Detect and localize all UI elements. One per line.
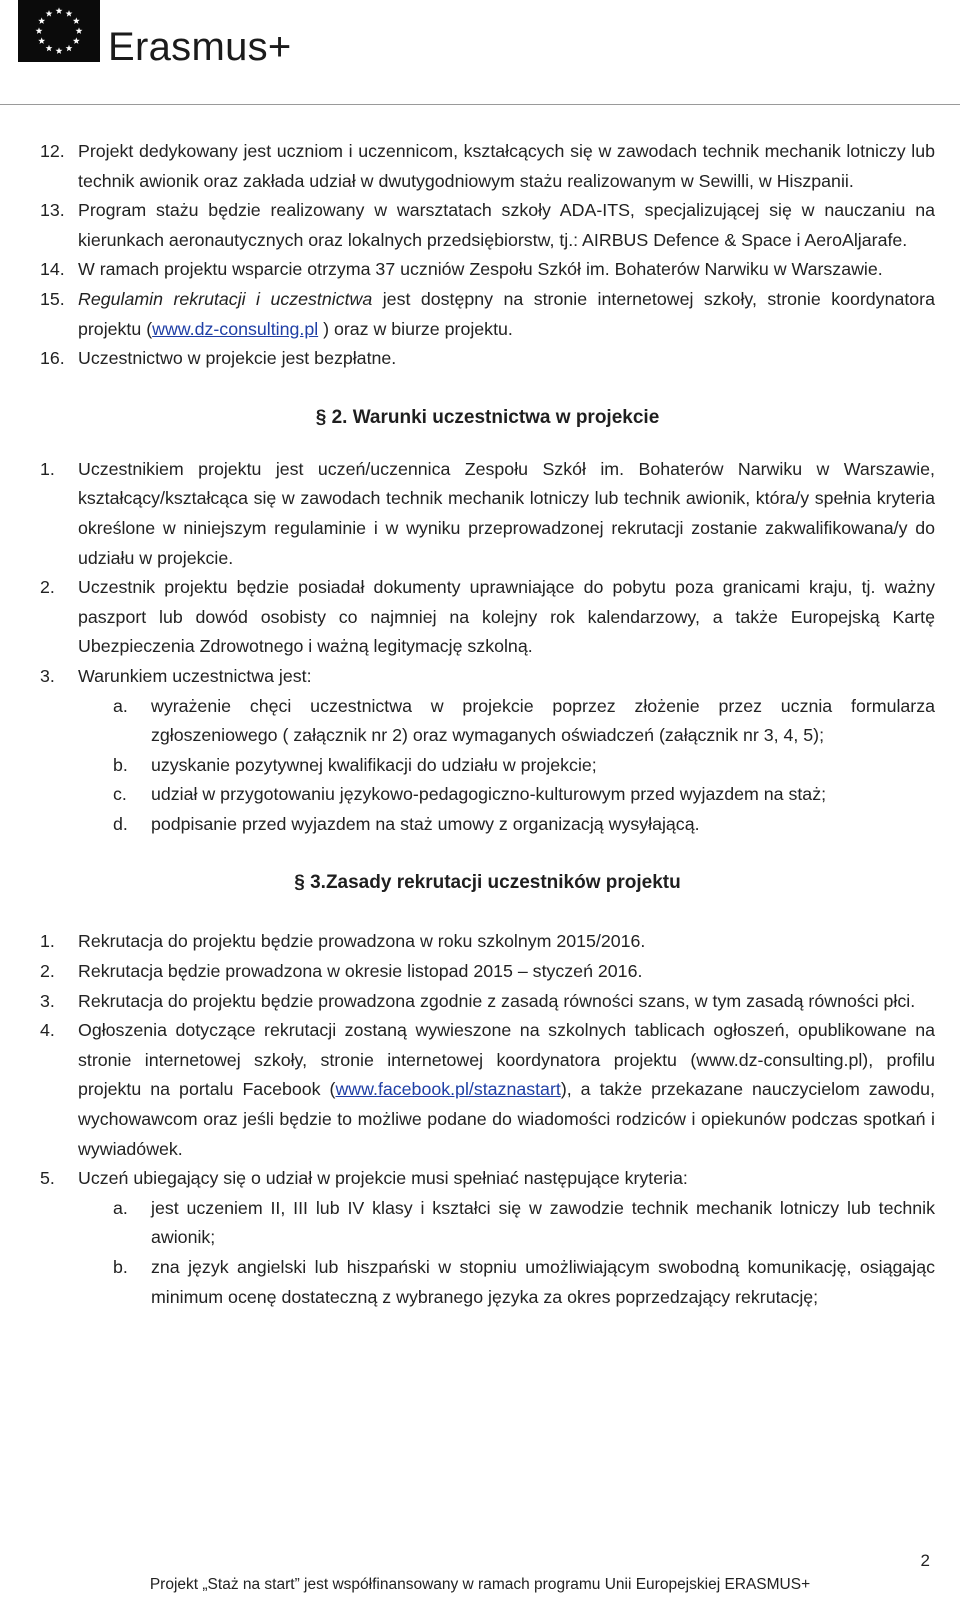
sub-list-text: zna język angielski lub hiszpański w stopniu umożliwiającym swobodną komunikację, osiągając minimum ocenę dostateczną z wybranego języka za okres poprzedzający rekrutację; [151, 1257, 935, 1307]
sub-list-text: uzyskanie pozytywnej kwalifikacji do udziału w projekcie; [151, 754, 597, 775]
list-text: W ramach projektu wsparcie otrzyma 37 uczniów Zespołu Szkół im. Bohaterów Narwiku w Warszawie. [78, 259, 883, 280]
sub-list-item [40, 751, 935, 781]
sub-list-letter: c. [113, 784, 127, 805]
list-number: 16. [40, 348, 65, 369]
list-number: 4. [40, 1020, 55, 1041]
list-text: ) oraz w biurze projektu. [318, 318, 513, 339]
list-text: jest dostępny na stronie internetowej szkoły, stronie koordynatora projektu ( [78, 288, 935, 339]
page-number: 2 [920, 1551, 930, 1570]
list-number: 14. [40, 259, 65, 280]
sub-list-item [40, 780, 935, 810]
sub-list-letter: b. [113, 754, 128, 775]
list-item [40, 196, 935, 255]
list-number: 5. [40, 1168, 55, 1189]
list-text: Ogłoszenia dotyczące rekrutacji zostaną wywieszone na szkolnych tablicach ogłoszeń, opublikowane na stronie internetowej szkoły, stronie internetowej koordynatora projektu (www.dz-consulting.pl), profilu projektu na portalu Facebook ( [78, 1020, 935, 1100]
list-item [40, 1164, 935, 1194]
section-2-heading: § 2. Warunki uczestnictwa w projekcie [315, 406, 660, 428]
list-item [40, 285, 935, 344]
sub-list-item [40, 1253, 935, 1312]
facebook-link[interactable]: www.facebook.pl/staznastart [335, 1079, 561, 1100]
sub-list-text: udział w przygotowaniu językowo-pedagogiczno-kulturowym przed wyjazdem na staż; [151, 784, 827, 805]
list-number: 3. [40, 990, 55, 1011]
sub-list-text: jest uczeniem II, III lub IV klasy i kształci się w zawodzie technik mechanik lotniczy lub technik awionik; [151, 1197, 935, 1248]
list-item [40, 255, 935, 285]
list-item [40, 927, 935, 957]
sub-list-letter: a. [113, 1197, 128, 1218]
sub-list-item [40, 810, 935, 840]
sub-list-text: podpisanie przed wyjazdem na staż umowy z organizacją wysyłającą. [151, 813, 700, 834]
list-text: Uczestnikiem projektu jest uczeń/uczennica Zespołu Szkół im. Bohaterów Narwiku w Warszawie, kształcący/kształcąca się w zawodach technik mechanik lotniczy lub technik awionik, która/y spełnia kryteria określone w niniejszym regulaminie i w wyniku przeprowadzonej rekrutacji zostanie zakwalifikowana/y do udziału w projekcie. [78, 458, 935, 568]
list-number: 2. [40, 961, 55, 982]
list-text: Warunkiem uczestnictwa jest: [78, 665, 312, 686]
list-text: Program stażu będzie realizowany w warsztatach szkoły ADA-ITS, specjalizującej się w nauczaniu na kierunkach aeronautycznych oraz lokalnych przedsiębiorstw, tj.: AIRBUS Defence & Space i AeroAljarafe. [78, 200, 935, 250]
list-item [40, 662, 935, 692]
document-body [40, 137, 935, 1312]
sub-list-letter: d. [113, 813, 128, 834]
list-text: ), a także przekazane nauczycielom zawodu, wychowawcom oraz jeśli będzie to możliwe podane do wiadomości rodziców i opiekunów podczas spotkań i wywiadówek. [78, 1079, 935, 1159]
page-footer: Projekt „Staż na start” jest współfinansowany w ramach programu Unii Europejskiej ERASMUS+ [149, 1576, 811, 1593]
eu-flag-icon [18, 0, 100, 62]
section-3-heading: § 3.Zasady rekrutacji uczestników projektu [294, 872, 681, 894]
sub-list-item [40, 1194, 935, 1253]
list-item [40, 957, 935, 987]
list-text: Rekrutacja do projektu będzie prowadzona zgodnie z zasadą równości szans, w tym zasadą równości płci. [78, 990, 916, 1011]
list-text: Rekrutacja do projektu będzie prowadzona w roku szkolnym 2015/2016. [78, 931, 646, 952]
list-number: 3. [40, 665, 55, 686]
list-item [40, 344, 935, 374]
list-number: 2. [40, 577, 55, 598]
list-number: 13. [40, 200, 65, 221]
list-number: 1. [40, 458, 55, 479]
sub-list-item [40, 692, 935, 751]
list-text: Projekt dedykowany jest uczniom i uczennicom, kształcących się w zawodach technik mechanik lotniczy lub technik awionik oraz zakłada udział w dwutygodniowym stażu realizowanym w Sewilli, w Hiszpanii. [78, 141, 935, 191]
list-item [40, 1016, 935, 1164]
list-number: 12. [40, 141, 65, 161]
list-item [40, 137, 935, 196]
page-header [0, 0, 960, 110]
regulation-title: Regulamin rekrutacji i uczestnictwa [78, 288, 373, 309]
list-item [40, 455, 935, 573]
sub-list-letter: a. [113, 695, 128, 716]
dz-consulting-link[interactable]: www.dz-consulting.pl [152, 318, 319, 339]
list-text: Uczeń ubiegający się o udział w projekcie musi spełniać następujące kryteria: [78, 1168, 688, 1189]
erasmus-logo-text: Erasmus+ [108, 25, 292, 69]
list-item [40, 987, 935, 1017]
sub-list-letter: b. [113, 1257, 128, 1277]
list-number: 15. [40, 288, 65, 309]
list-text: Uczestnik projektu będzie posiadał dokumenty uprawniające do pobytu poza granicami kraju, tj. ważny paszport lub dowód osobisty co najmniej na kolejny rok kalendarzowy, a także Europejską Kartę Ubezpieczenia Zdrowotnego i ważną legitymację szkolną. [78, 577, 935, 657]
list-text: Uczestnictwo w projekcie jest bezpłatne. [78, 348, 397, 369]
header-divider [0, 104, 960, 105]
list-text: Rekrutacja będzie prowadzona w okresie listopad 2015 – styczeń 2016. [78, 961, 643, 982]
list-number: 1. [40, 931, 55, 952]
sub-list-text: wyrażenie chęci uczestnictwa w projekcie poprzez złożenie przez ucznia formularza zgłoszeniowego ( załącznik nr 2) oraz wymaganych oświadczeń (załącznik nr 3, 4, 5); [151, 695, 935, 746]
list-item [40, 573, 935, 662]
